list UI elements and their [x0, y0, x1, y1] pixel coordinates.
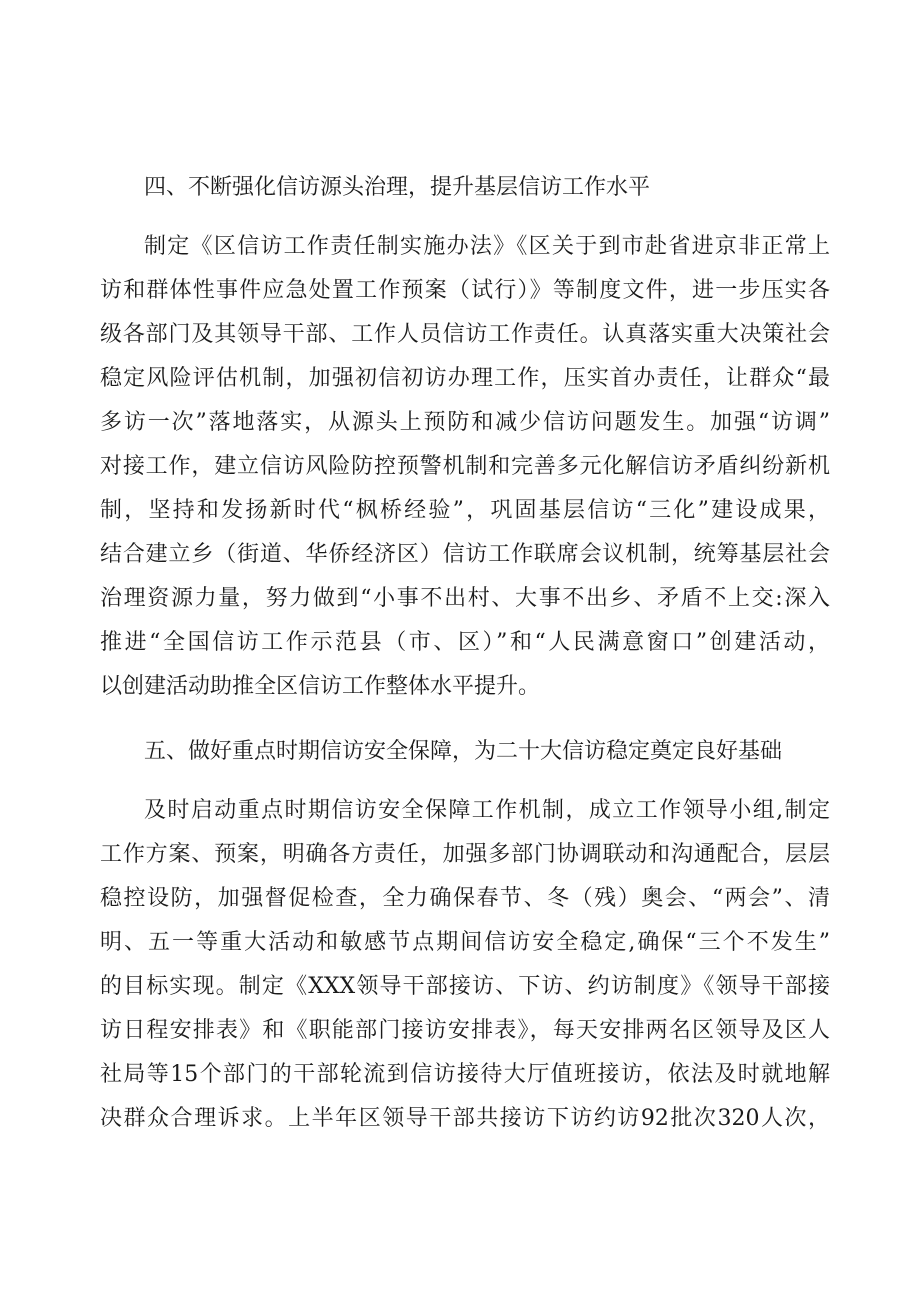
paragraph-line: 的目标实现。制定《XXX领导干部接访、下访、约访制度》《领导干部接 [100, 974, 830, 999]
paragraph-line: 及时启动重点时期信访安全保障工作机制，成立工作领导小组,制定 [144, 798, 830, 823]
paragraph-line: 访和群体性事件应急处置工作预案（试行）》等制度文件，进一步压实各 [100, 278, 830, 303]
paragraph-line: 以创建活动助推全区信访工作整体水平提升。 [100, 674, 541, 699]
paragraph-line: 制定《区信访工作责任制实施办法》《区关于到市赴省进京非正常上 [144, 234, 830, 259]
paragraph-line: 推进“全国信访工作示范县（市、区）”和“人民满意窗口”创建活动， [100, 630, 830, 655]
paragraph-line: 制，坚持和发扬新时代“枫桥经验”，巩固基层信访“三化”建设成果， [100, 498, 830, 523]
paragraph-line: 治理资源力量，努力做到“小事不出村、大事不出乡、矛盾不上交:深入 [100, 586, 830, 611]
section-4-paragraph [100, 225, 830, 724]
paragraph-line: 明、五一等重大活动和敏感节点期间信访安全稳定,确保“三个不发生” [100, 930, 830, 955]
paragraph-line: 稳定风险评估机制，加强初信初访办理工作，压实首办责任，让群众“最 [100, 366, 830, 391]
paragraph-line: 工作方案、预案，明确各方责任，加强多部门协调联动和沟通配合，层层 [100, 842, 830, 867]
paragraph-line: 社局等15个部门的干部轮流到信访接待大厅值班接访，依法及时就地解 [100, 1062, 830, 1087]
paragraph-line: 级各部门及其领导干部、工作人员信访工作责任。认真落实重大决策社会 [100, 322, 830, 347]
paragraph-line: 决群众合理诉求。上半年区领导干部共接访下访约访92批次320人次， [100, 1106, 830, 1131]
document-body [100, 160, 830, 1156]
paragraph-line: 稳控设防，加强督促检查，全力确保春节、冬（残）奥会、“两会”、清 [100, 886, 830, 911]
section-4-heading: 四、不断强化信访源头治理，提升基层信访工作水平 [144, 175, 651, 200]
paragraph-line: 结合建立乡（街道、华侨经济区）信访工作联席会议机制，统筹基层社会 [100, 542, 830, 567]
paragraph-line: 多访一次”落地落实，从源头上预防和减少信访问题发生。加强“访调” [100, 410, 830, 435]
section-5-paragraph [100, 789, 830, 1156]
paragraph-line: 对接工作，建立信访风险防控预警机制和完善多元化解信访矛盾纠纷新机 [100, 454, 830, 479]
paragraph-line: 访日程安排表》和《职能部门接访安排表》，每天安排两名区领导及区人 [100, 1018, 830, 1043]
section-5-heading: 五、做好重点时期信访安全保障，为二十大信访稳定奠定良好基础 [144, 739, 783, 764]
